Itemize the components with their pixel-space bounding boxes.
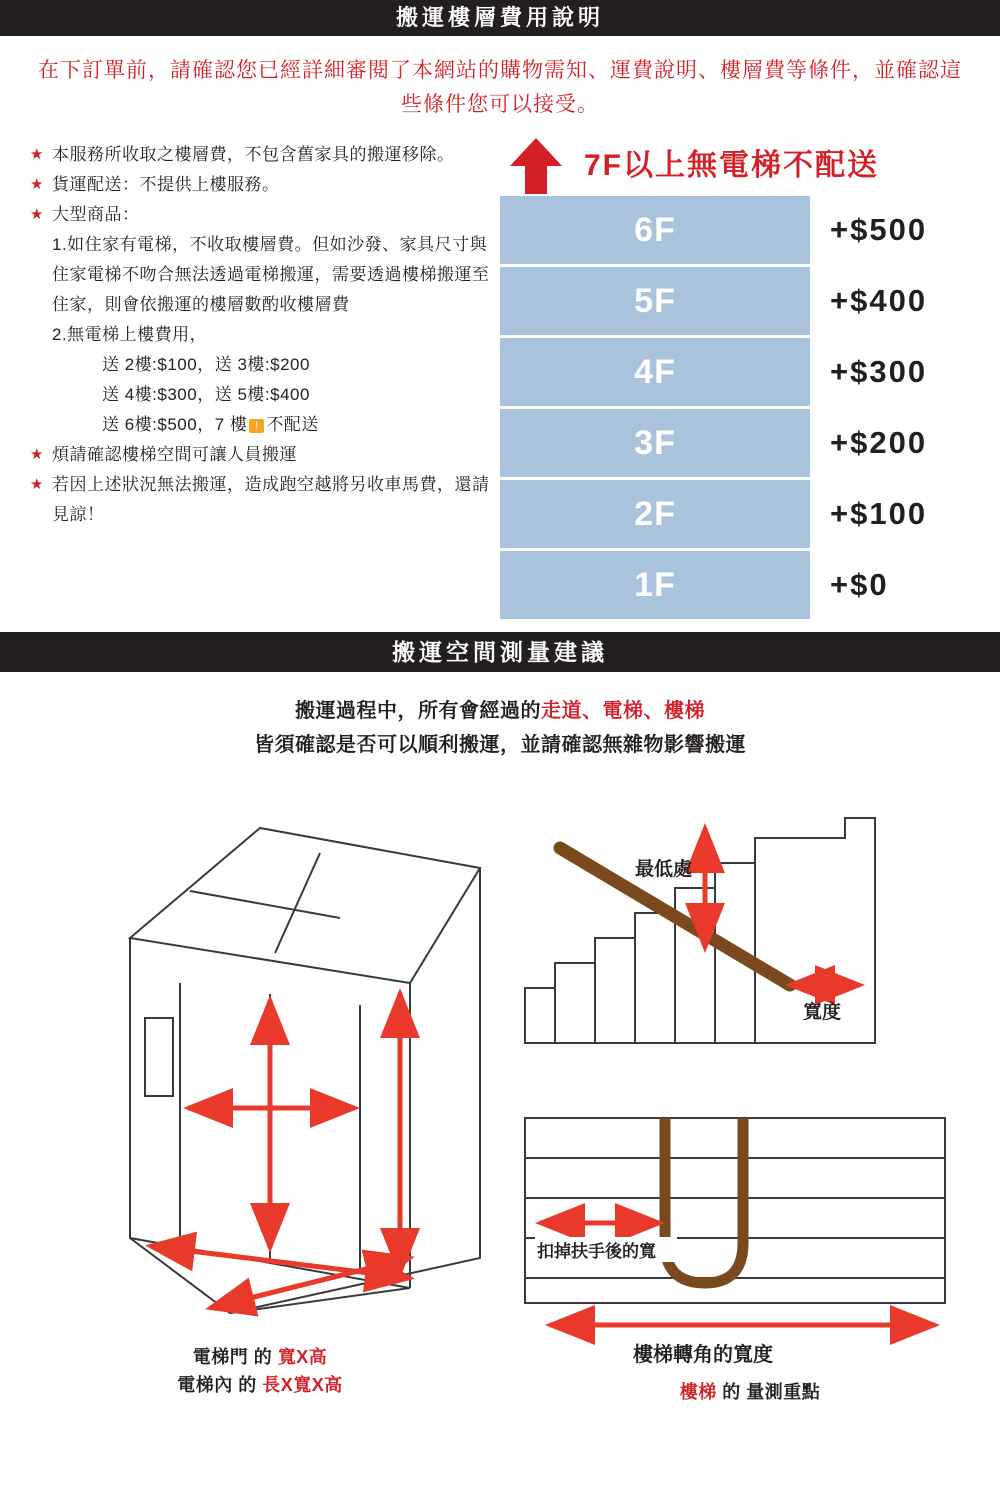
fee-line-last-a: 送 6樓:$500，7 樓: [102, 415, 248, 434]
floor-row: [500, 480, 1000, 548]
elevator-caption: [40, 1343, 480, 1399]
floor-label: 5F: [500, 267, 810, 335]
floor-fee-chart: [500, 132, 1000, 622]
elevator-caption-1b: 寬X高: [277, 1347, 328, 1367]
fee-line: 送 4樓:$300，送 5樓:$400: [102, 385, 310, 404]
stairs-caption-a: 樓梯: [679, 1382, 717, 1402]
measure-note-line1-a: 搬運過程中，所有會經過的: [295, 700, 541, 722]
label-width: 寬度: [803, 1002, 842, 1023]
bullet-text: 本服務所收取之樓層費，不包含舊家具的搬運移除。: [52, 145, 455, 164]
stairs-caption: [520, 1378, 980, 1404]
elevator-caption-line1: [40, 1343, 480, 1371]
elevator-caption-2a: 電梯內 的: [177, 1375, 263, 1395]
floor-label: 1F: [500, 551, 810, 619]
measure-note-line2: 皆須確認是否可以順利搬運，並請確認無雜物影響搬運: [254, 734, 746, 756]
fee-line-last-b: 不配送: [266, 415, 319, 434]
floor-label: 6F: [500, 196, 810, 264]
elevator-measure-arrows: [150, 993, 410, 1308]
star-icon: ★: [30, 146, 44, 163]
floor-row: [500, 551, 1000, 619]
stairs-caption-b: 的: [716, 1382, 747, 1402]
list-item: [30, 170, 500, 200]
measure-note: [0, 672, 1000, 768]
floor-label: 4F: [500, 338, 810, 406]
floor-price: +$200: [830, 425, 928, 460]
label-handrail-width: 扣掉扶手後的寬: [537, 1242, 656, 1261]
diagram-area: [0, 768, 1000, 1428]
stair-corner-diagram: [515, 1113, 995, 1378]
fee-section-body: [0, 132, 1000, 632]
fee-bullet-list: [30, 140, 500, 530]
label-lowest-point: 最低處: [635, 859, 693, 880]
floor-price: +$100: [830, 496, 928, 531]
section-title-fee: 搬運樓層費用說明: [0, 0, 1000, 36]
floor-label: 2F: [500, 480, 810, 548]
list-item: [30, 470, 500, 530]
warning-triangle-icon: !: [249, 419, 264, 433]
floor-price: +$500: [830, 212, 928, 247]
label-corner-width: 樓梯轉角的寬度: [633, 1344, 773, 1366]
star-icon: ★: [30, 476, 44, 493]
floor-price: +$400: [830, 283, 928, 318]
large-item-line1: 1.如住家有電梯，不收取樓層費。但如沙發、家具尺寸與住家電梯不吻合無法透過電梯搬運，需要透過樓梯搬運至住家，則會依搬運的樓層數酌收樓層費: [52, 235, 490, 314]
bullet-text: 若因上述狀況無法搬運，造成跑空越將另收車馬費，還請見諒！: [52, 475, 490, 524]
elevator-caption-2b: 長X寬X高: [262, 1375, 343, 1395]
star-icon: ★: [30, 176, 44, 193]
floor-price: +$300: [830, 354, 928, 389]
elevator-outline: [130, 828, 480, 1313]
bullet-text: 貨運配送：不提供上樓服務。: [52, 175, 280, 194]
floor-row: [500, 409, 1000, 477]
star-icon: ★: [30, 446, 44, 463]
star-icon: ★: [30, 206, 44, 223]
floor-price: +$0: [830, 567, 889, 602]
list-item-large-item: [30, 200, 500, 440]
elevator-caption-1a: 電梯門 的: [192, 1347, 278, 1367]
stairs-measure-arrows: [705, 828, 860, 985]
fee-line-last: [52, 410, 500, 440]
section-title-measure: 搬運空間測量建議: [0, 632, 1000, 672]
floor-label: 3F: [500, 409, 810, 477]
intro-paragraph: 在下訂單前，請確認您已經詳細審閱了本網站的購物需知、運費說明、樓層費等條件，並確認這些條件您可以接受。: [38, 59, 962, 116]
floor-row: [500, 267, 1000, 335]
fee-line: 送 2樓:$100，送 3樓:$200: [102, 355, 310, 374]
floor-row: [500, 338, 1000, 406]
no-delivery-notice: 7F以上無電梯不配送: [584, 149, 880, 182]
bullet-text: 煩請確認樓梯空間可讓人員搬運: [52, 445, 297, 464]
measure-note-highlight: 走道、電梯、樓梯: [541, 700, 705, 722]
list-item: [30, 140, 500, 170]
large-item-heading: 大型商品：: [52, 205, 140, 224]
list-item: [30, 440, 500, 470]
measure-note-line1: [20, 694, 980, 728]
no-delivery-row: [500, 132, 1000, 196]
elevator-diagram: [10, 768, 510, 1348]
stairs-caption-c: 量測重點: [746, 1382, 821, 1402]
elevator-caption-line2: [40, 1371, 480, 1399]
floor-row: [500, 196, 1000, 264]
large-item-line2: 2.無電梯上樓費用，: [52, 325, 208, 344]
stairs-diagram: [515, 813, 995, 1113]
